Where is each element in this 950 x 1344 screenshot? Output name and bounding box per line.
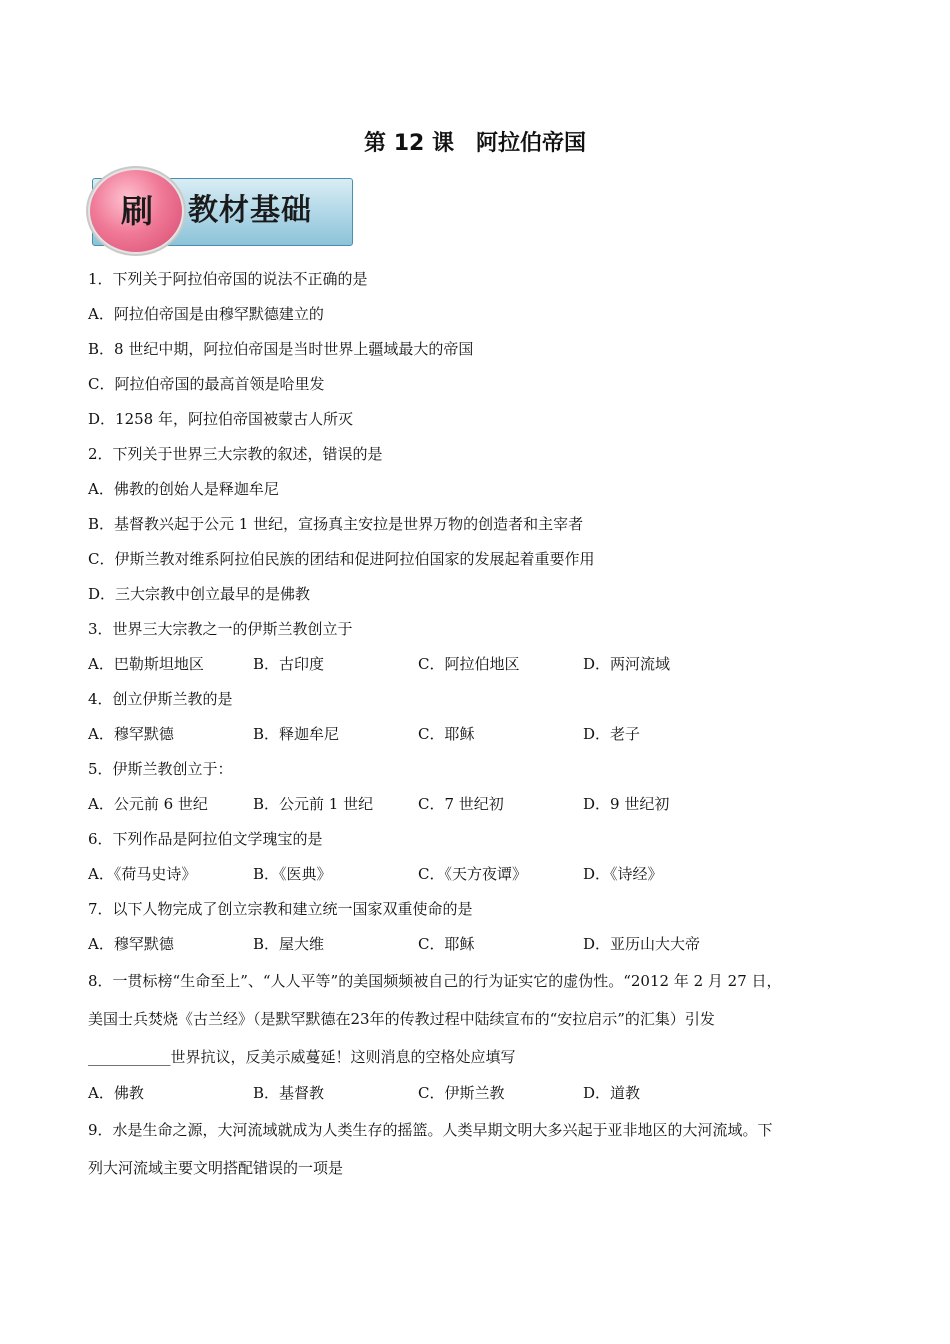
question-7-option-d: D．亚历山大大帝 [583, 935, 701, 953]
question-8-options [88, 1076, 868, 1111]
question-3-option-c: C．阿拉伯地区 [418, 655, 520, 673]
question-5-option-b: B．公元前 1 世纪 [253, 795, 374, 813]
question-7-option-c: C．耶稣 [418, 935, 475, 953]
question-5-option-a: A．公元前 6 世纪 [88, 795, 208, 813]
page-title: 第 12 课 阿拉伯帝国 [364, 131, 586, 156]
question-9-stem-line-2: 列大河流域主要文明搭配错误的一项是 [88, 1159, 344, 1177]
question-3-options [88, 647, 868, 682]
question-6-option-a: A．《荷马史诗》 [88, 865, 197, 883]
question-5-option-c: C．7 世纪初 [418, 795, 504, 813]
question-2-option-a: A．佛教的创始人是释迦牟尼 [88, 480, 279, 498]
question-3-option-b: B．古印度 [253, 655, 325, 673]
banner-label: 教材基础 [188, 193, 312, 228]
question-8-option-a: A．佛教 [88, 1084, 144, 1102]
question-5-option-d: D．9 世纪初 [583, 795, 670, 813]
question-7-option-a: A．穆罕默德 [88, 935, 174, 953]
question-1-stem: 1．下列关于阿拉伯帝国的说法不正确的是 [88, 270, 368, 288]
question-4-option-b: B．释迦牟尼 [253, 725, 340, 743]
question-8-stem-line-1: 8．一贯标榜“生命至上”、“人人平等”的美国频频被自己的行为证实它的虚伪性。“2012 年 2 月 27 日， [88, 972, 782, 990]
question-4-options [88, 717, 868, 752]
question-6-option-c: C．《天方夜谭》 [418, 865, 527, 883]
question-8-stem-line-3: ___________世界抗议，反美示威蔓延！这则消息的空格处应填写 [88, 1048, 516, 1066]
section-banner [92, 178, 353, 246]
question-8-stem-line-2: 美国士兵焚烧《古兰经》（是默罕默德在23年的传教过程中陆续宣布的“安拉启示”的汇集）引发 [88, 1010, 715, 1028]
question-7-options [88, 927, 868, 962]
question-7-option-b: B．屋大维 [253, 935, 325, 953]
question-8-option-c: C．伊斯兰教 [418, 1084, 505, 1102]
question-2-stem: 2．下列关于世界三大宗教的叙述，错误的是 [88, 445, 383, 463]
question-7-stem: 7．以下人物完成了创立宗教和建立统一国家双重使命的是 [88, 900, 473, 918]
question-4-option-c: C．耶稣 [418, 725, 475, 743]
question-list [88, 262, 868, 1187]
question-3-option-d: D．两河流域 [583, 655, 671, 673]
question-5-stem: 5．伊斯兰教创立于： [88, 760, 233, 778]
question-9-stem-line-1: 9．水是生命之源，大河流域就成为人类生存的摇篮。人类早期文明大多兴起于亚非地区的大河流域。下 [88, 1121, 773, 1139]
question-4-stem: 4．创立伊斯兰教的是 [88, 690, 233, 708]
question-4-option-d: D．老子 [583, 725, 641, 743]
question-1-option-c: C．阿拉伯帝国的最高首领是哈里发 [88, 375, 325, 393]
question-6-option-b: B．《医典》 [253, 865, 332, 883]
question-6-option-d: D．《诗经》 [583, 865, 663, 883]
question-6-stem: 6．下列作品是阿拉伯文学瑰宝的是 [88, 830, 323, 848]
question-4-option-a: A．穆罕默德 [88, 725, 174, 743]
question-2-option-d: D．三大宗教中创立最早的是佛教 [88, 585, 311, 603]
question-1-option-a: A．阿拉伯帝国是由穆罕默德建立的 [88, 305, 324, 323]
question-3-stem: 3．世界三大宗教之一的伊斯兰教创立于 [88, 620, 353, 638]
question-2-option-b: B．基督教兴起于公元 1 世纪，宣扬真主安拉是世界万物的创造者和主宰者 [88, 515, 584, 533]
question-2-option-c: C．伊斯兰教对维系阿拉伯民族的团结和促进阿拉伯国家的发展起着重要作用 [88, 550, 595, 568]
banner-badge-glyph: 刷 [120, 192, 153, 230]
question-3-option-a: A．巴勒斯坦地区 [88, 655, 204, 673]
question-8-option-d: D．道教 [583, 1084, 641, 1102]
question-1-option-b: B．8 世纪中期，阿拉伯帝国是当时世界上疆域最大的帝国 [88, 340, 474, 358]
question-5-options [88, 787, 868, 822]
question-6-options [88, 857, 868, 892]
question-1-option-d: D．1258 年，阿拉伯帝国被蒙古人所灭 [88, 410, 353, 428]
question-8-option-b: B．基督教 [253, 1084, 325, 1102]
